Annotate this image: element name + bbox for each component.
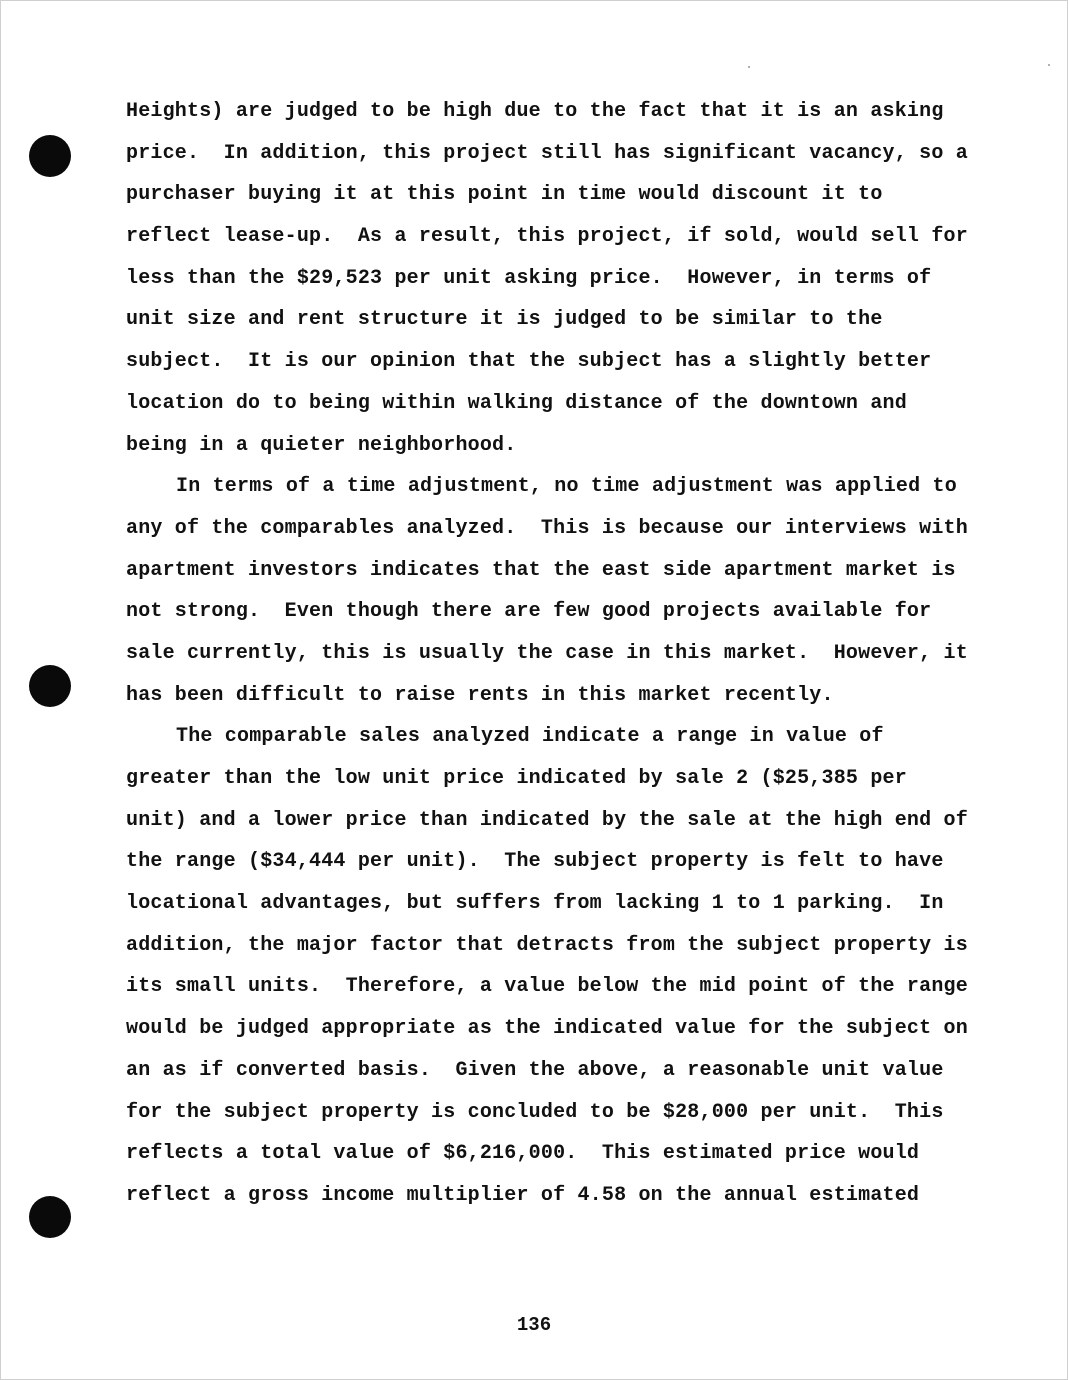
text-line: unit size and rent structure it is judged to be similar to the bbox=[126, 308, 883, 332]
text-line: apartment investors indicates that the east side apartment market is bbox=[126, 558, 956, 582]
text-line: location do to being within walking distance of the downtown and bbox=[126, 391, 907, 415]
text-line: would be judged appropriate as the indicated value for the subject on bbox=[126, 1017, 968, 1041]
text-line: In terms of a time adjustment, no time adjustment was applied to bbox=[176, 475, 957, 499]
body-text bbox=[126, 91, 1026, 1217]
text-line: subject. It is our opinion that the subject has a slightly better bbox=[126, 350, 932, 374]
text-line: sale currently, this is usually the case in this market. However, it bbox=[126, 641, 968, 665]
text-line: purchaser buying it at this point in time would discount it to bbox=[126, 183, 883, 207]
text-line: unit) and a lower price than indicated by the sale at the high end of bbox=[126, 808, 968, 832]
text-line: The comparable sales analyzed indicate a range in value of bbox=[176, 725, 884, 749]
text-line: reflect lease-up. As a result, this project, if sold, would sell for bbox=[126, 225, 968, 249]
scan-speck bbox=[1048, 64, 1050, 66]
page-number: 136 bbox=[516, 1314, 552, 1336]
punch-hole-mark bbox=[29, 135, 71, 177]
scan-speck bbox=[748, 66, 750, 68]
text-line: addition, the major factor that detracts from the subject property is bbox=[126, 933, 968, 957]
text-line: Heights) are judged to be high due to the fact that it is an asking bbox=[126, 100, 944, 123]
text-line: has been difficult to raise rents in this market recently. bbox=[126, 683, 834, 707]
text-line: price. In addition, this project still has significant vacancy, so a bbox=[126, 141, 968, 165]
text-line: reflects a total value of $6,216,000. This estimated price would bbox=[126, 1142, 920, 1166]
text-line: an as if converted basis. Given the above, a reasonable unit value bbox=[126, 1058, 944, 1082]
text-line: less than the $29,523 per unit asking price. However, in terms of bbox=[126, 266, 932, 290]
text-line: greater than the low unit price indicated by sale 2 ($25,385 per bbox=[126, 767, 907, 790]
text-line: its small units. Therefore, a value below the mid point of the range bbox=[126, 975, 968, 999]
text-line: being in a quieter neighborhood. bbox=[126, 433, 517, 457]
text-line: locational advantages, but suffers from lacking 1 to 1 parking. In bbox=[126, 892, 944, 916]
text-line: reflect a gross income multiplier of 4.58 on the annual estimated bbox=[126, 1183, 920, 1207]
text-line: for the subject property is concluded to be $28,000 per unit. This bbox=[126, 1100, 944, 1124]
text-line: any of the comparables analyzed. This is because our interviews with bbox=[126, 516, 968, 540]
text-line: not strong. Even though there are few good projects available for bbox=[126, 600, 932, 624]
text-line: the range ($34,444 per unit). The subject property is felt to have bbox=[126, 850, 944, 874]
punch-hole-mark bbox=[29, 1196, 71, 1238]
punch-hole-mark bbox=[29, 665, 71, 707]
